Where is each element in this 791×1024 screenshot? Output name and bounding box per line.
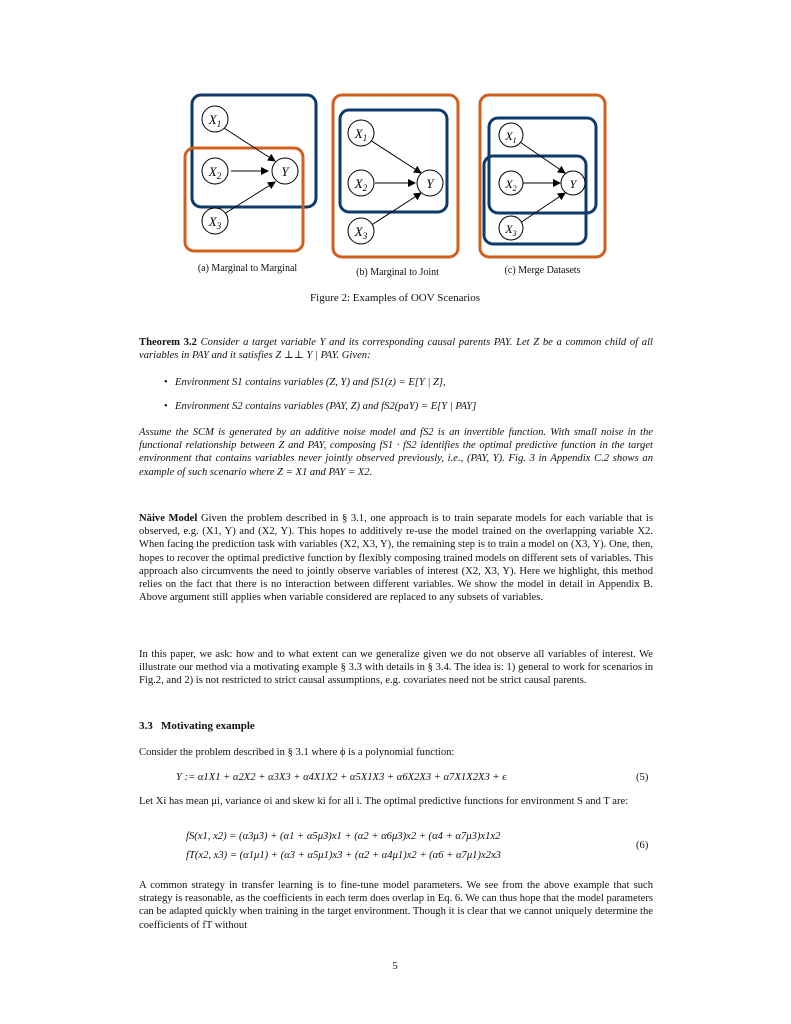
theorem-label: Theorem 3.2 [139,337,197,348]
section-title: Motivating example [161,720,255,732]
naive-model-text: Given the problem described in § 3.1, one approach is to train separate models for each variable that is observed, e.g. (X1, Y) and (X2, Y). This hopes to additively re-use the model trained on the overlapping variable X2. When facing the prediction task with variables (X2, X3, Y), the remaining step is to train a model on (X3, Y). One, then, hopes to recover the optimal predictive function by flexibly composing trained models on different sets of variables. This approach also circumvents the need to jointly observe variables of interest (X2, X3, Y). Here we highlight, this method relies on the fact that there is no interaction between different variables. We show the model in detail in Appendix B. Above argument still applies when variable considered are replaced to any subsets of variables. [139,513,653,604]
equation-5-number: (5) [636,772,649,783]
theorem-paragraph: Assume the SCM is generated by an additive noise model and fS2 is an invertible function. With small noise in the functional relationship between Z and PAY, composing fS1 · fS2 identifies the optimal predictive function in the target environment that contains variables never jointly observed previously, i.e., (PAY, Y). Fig. 3 in Appendix C.2 shows an example of such scenario where Z = X1 and PAY = X2. [139,427,653,478]
svg-text:X3: $X_3$ [354,224,368,241]
page-number: 5 [392,961,398,972]
figure-caption: Figure 2: Examples of OOV Scenarios [310,292,480,304]
theorem-bullet-2: • Environment S2 contains variables (PAY, Z) and fS2(paY) = E[Y | PAY] [175,400,645,413]
section-heading [139,720,255,733]
svg-text:X2: $X_2$ [505,177,517,193]
panel-a-marginal-to-marginal [185,95,316,251]
equation-6b: fT(x2, x3) = (α1μ1) + (α3 + α5μ1)x3 + (α2 + α4μ1)x2 + (α6 + α7μ1)x2x3 [186,850,501,861]
theorem-text: Consider a target variable Y and its corresponding causal parents PAY. Let Z be a common child of all variables in PAY and it satisfies Z ⊥⊥ Y | PAY. Given: [139,337,653,362]
paper-question-paragraph: In this paper, we ask: how and to what extent can we generalize given we do not observe all variables of interest. We illustrate our method via a motivating example § 3.3 with details in § 3.4. The idea is: 1) general to work for scenarios in Fig.2, and 2) is not restricted to strict causal assumptions, e.g. covariates need not be strict causal parents. [139,649,653,687]
equation-6a: fS(x1, x2) = (α3μ3) + (α1 + α5μ3)x1 + (α2 + α6μ3)x2 + (α4 + α7μ3)x1x2 [186,831,501,842]
final-paragraph: A common strategy in transfer learning is to fine-tune model parameters. We see from the above example that such strategy is reasonable, as the coefficients in each term does overlap in Eq. 6. We can thus hope that the model parameters can be adapted quickly when training in the target environment. Though it is clear that we cannot uniquely determine the coefficients of fT without [139,880,653,931]
svg-text:Y: Y [281,164,289,179]
svg-text:X1: $X_1$ [208,112,222,129]
svg-text:Y: Y [569,177,577,191]
svg-text:X2: $X_2$ [208,164,222,181]
svg-text:X1: $X_1$ [505,129,517,145]
naive-model-heading: Näive Model [139,513,198,524]
subcaption-a: (a) Marginal to Marginal [197,263,298,274]
theorem-bullet-1: • Environment S1 contains variables (Z, Y) and fS1(z) = E[Y | Z], [175,376,645,389]
svg-text:X3: $X_3$ [208,214,222,231]
svg-text:Y: Y [426,176,434,191]
panel-c-merge-datasets [480,95,605,257]
panel-b-marginal-to-joint [333,95,458,257]
section-intro: Consider the problem described in § 3.1 where ϕ is a polynomial function: [139,747,455,758]
subcaption-b: (b) Marginal to Joint [356,267,439,278]
naive-model-paragraph [139,512,653,604]
svg-text:X1: $X_1$ [354,126,368,143]
equation-6-number: (6) [636,840,649,851]
section-number: 3.3 [139,720,153,732]
let-paragraph: Let Xi has mean μi, variance σi and skew ki for all i. The optimal predictive functions for environment S and T are: [139,796,629,807]
theorem-statement [139,336,653,362]
svg-text:X3: $X_3$ [505,222,517,238]
figure-2-diagram [180,90,610,260]
subcaption-c: (c) Merge Datasets [504,265,581,276]
svg-text:X2: $X_2$ [354,176,368,193]
equation-5: Y := α1X1 + α2X2 + α3X3 + α4X1X2 + α5X1X3 + α6X2X3 + α7X1X2X3 + ϵ [176,772,507,783]
